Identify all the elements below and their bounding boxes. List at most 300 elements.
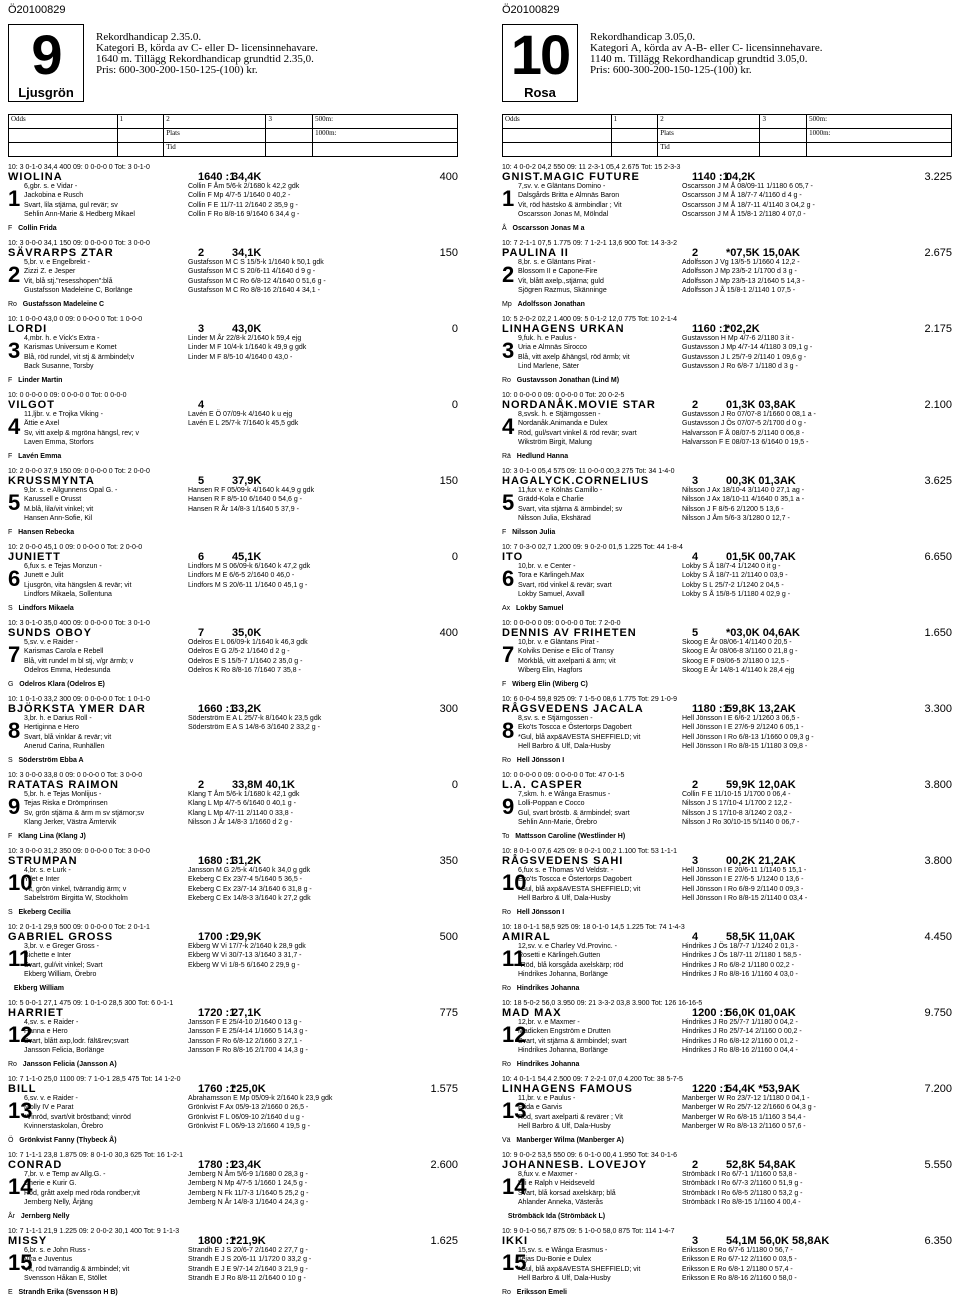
description-line: Lolli-Poppan e Cocco	[518, 800, 585, 808]
recent-starts	[188, 486, 314, 514]
horse-description	[518, 638, 616, 676]
driver-track: F	[8, 453, 13, 460]
race-color-name: Ljusgrön	[18, 85, 74, 100]
description-line: 5,sv. v. e Raider -	[24, 639, 78, 646]
description-line: 3,br. h. e Darius Roll -	[24, 715, 92, 722]
horse-earnings: 3.800	[924, 855, 952, 867]
horse-body	[8, 714, 458, 766]
horse-entry	[502, 544, 952, 614]
horse-name: GNIST.MAGIC FUTURE	[502, 171, 640, 183]
horse-stats-line: 10: 9 0-1-0 56,7 875 09: 5 1-0-0 58,0 875 Tot: 114 1-4-7	[502, 1228, 675, 1235]
horse-entry	[502, 848, 952, 918]
race-10-column	[502, 24, 952, 1302]
start-line: Hindrikes J Ro 6/8-12 2/1160 0 01,2 -	[682, 1037, 798, 1045]
description-line: Vira e Juventus	[24, 1256, 73, 1264]
horse-description	[518, 942, 623, 980]
start-line: Nilsson J F 8/5-6 2/1200 5 13,6 -	[682, 505, 784, 513]
horse-description	[24, 942, 103, 980]
description-line: Sv, grön stjärna & ärm m sv stjärnor;sv	[24, 809, 145, 817]
description-line: *Röd, blå korsgåda axelskärp; röd	[518, 961, 624, 969]
horse-body	[8, 410, 458, 462]
race-condition-line: Rekordhandicap 3.05,0.	[590, 31, 696, 43]
start-number: 1	[502, 186, 515, 211]
description-line: Sehlin Ann-Marie, Örebro	[518, 819, 597, 827]
start-number: 10	[8, 870, 33, 895]
driver-name: Mattsson Caroline (Westlinder H)	[515, 833, 626, 840]
recent-starts	[188, 790, 299, 828]
description-line: 4,mbr. h. e Vick's Extra -	[24, 335, 100, 342]
horse-handicap: 1160 :1	[692, 323, 729, 335]
start-line: Strandh E J Ro 8/8-11 2/1640 0 10 g -	[188, 1275, 306, 1283]
horse-handicap: 2	[692, 399, 699, 411]
start-line: Ekeberg C Ex 23/7-4 5/1640 5 36,5 -	[188, 876, 303, 884]
horse-handicap: 1680 :1	[198, 855, 236, 867]
horse-body	[8, 182, 458, 234]
horse-handicap: 3	[692, 855, 699, 867]
horse-stats-line: 10: 6 0-0-4 59,8 925 09: 7 1-5-0 08,6 1.775 Tot: 29 1-0-9	[502, 696, 677, 703]
horse-handicap: 3	[692, 475, 699, 487]
horse-name-line	[502, 705, 952, 714]
description-line: 11,ljbr. v. e Trojka Viking -	[24, 411, 103, 418]
description-line: 6,br. s. e John Russ -	[24, 1247, 91, 1254]
odds-grid	[8, 114, 458, 158]
race-conditions	[96, 32, 318, 76]
horse-stats-line: 10: 18 5-0-2 56,0 3.950 09: 21 3-3-2 03,8 3.900 Tot: 126 16-16-5	[502, 1000, 703, 1007]
horse-stats-line: 10: 3 0-1-0 34,4 400 09: 0 0-0-0 0 Tot: 3 0-1-0	[8, 164, 150, 171]
grid-cell: 500m:	[313, 115, 458, 129]
start-line: Gustafsson M C Ro 6/8-12 4/1640 0 51,6 g -	[188, 277, 326, 285]
start-line: Eriksson E Ro 6/7-12 2/1160 0 03,5 -	[682, 1256, 797, 1264]
description-line: Sjögren Razmus, Skänninge	[518, 287, 607, 295]
horse-stats-line: 10: 5 2-0-2 02,2 1.400 09: 5 0-1-2 12,0 775 Tot: 10 2-1-4	[502, 316, 677, 323]
start-number: 1	[8, 186, 21, 211]
horse-description	[24, 562, 131, 600]
start-line: Linder M F 8/5-10 4/1640 0 43,0 -	[188, 353, 293, 361]
horse-record: 59,8K 13,2AK	[726, 703, 796, 715]
horse-body	[502, 562, 952, 614]
start-line: Lindfors M E 6/6-5 2/1640 0 46,0 -	[188, 572, 295, 580]
start-line: Hindrikes J Ro 25/7-14 2/1160 0 00,2 -	[682, 1028, 802, 1036]
start-line: Lindfors M S 20/6-11 1/1640 0 45,1 g -	[188, 581, 308, 589]
grid-cell	[807, 143, 952, 157]
horse-stats-line: 10: 5 0-0-1 27,1 475 09: 1 0-1-0 28,5 300 Tot: 6 0-1-1	[8, 1000, 174, 1007]
driver-line	[8, 985, 64, 992]
start-line: Eriksson E Ro 6/8-1 2/1180 0 57,4 -	[682, 1265, 793, 1273]
driver-line	[502, 1289, 567, 1296]
driver-line	[502, 757, 564, 764]
horse-body	[8, 942, 458, 994]
driver-name: Lindfors Mikaela	[18, 605, 74, 612]
horse-name-line	[502, 781, 952, 790]
horse-name: DENNIS AV FRIHETEN	[502, 627, 637, 639]
grid-cell: 1000m:	[313, 129, 458, 143]
start-line: Hindrikes J Ro 6/8-2 1/1180 0 02,2 -	[682, 961, 794, 969]
description-line: Svart, blå korsad axelskärp; blå	[518, 1189, 616, 1197]
grid-cell: 2	[164, 115, 266, 129]
horse-stats-line: 10: 4 0-0-2 04,2 550 09: 11 2-3-1 05,4 2.675 Tot: 15 2-3-3	[502, 164, 681, 171]
horse-record: 52,8K 54,8AK	[726, 1159, 796, 1171]
horse-description	[24, 334, 134, 372]
race-condition-line: 1140 m. Tillägg Rekordhandicap grundtid 3.05,0.	[590, 53, 808, 65]
horse-name: RATATAS RAIMON	[8, 779, 119, 791]
horse-record: 56,0K 01,0AK	[726, 1007, 796, 1019]
horse-earnings: 400	[439, 627, 458, 639]
start-line: Klang T Åm 5/6-k 1/1680 k 42,1 gdk	[188, 791, 300, 798]
horse-name-line	[502, 857, 952, 866]
horse-name: STRUMPAN	[8, 855, 78, 867]
horse-name: NORDANÅK.MOVIE STAR	[502, 399, 656, 411]
driver-line	[502, 1137, 624, 1144]
start-line: Lokby S L 25/7-2 1/1240 2 04,5 -	[682, 581, 784, 589]
horse-record: 01,3K 03,8AK	[726, 399, 796, 411]
recent-starts	[682, 182, 815, 220]
horse-body	[8, 562, 458, 614]
recent-starts	[682, 562, 790, 600]
driver-line	[8, 1061, 117, 1068]
driver-track: Ro	[8, 1061, 17, 1068]
start-line: Adolfsson J Å 15/8-1 2/1140 1 07,5 -	[682, 287, 796, 295]
horse-handicap: 1760 :1	[198, 1083, 236, 1095]
horse-earnings: 3.625	[924, 475, 952, 487]
horse-name-line	[502, 173, 952, 182]
driver-name: Adolfsson Jonathan	[517, 301, 585, 308]
start-line: Gustavsson H Mp 4/7-6 2/1180 3 it -	[682, 335, 794, 342]
driver-track: Ax	[502, 605, 511, 612]
horse-body	[8, 1094, 458, 1146]
description-line: 8,svsk. h. e Stjärngossen -	[518, 411, 601, 418]
horse-earnings: 2.600	[430, 1159, 458, 1171]
horse-body	[502, 638, 952, 690]
start-number: 6	[8, 566, 21, 591]
start-line: Hindrikes J Ös 18/7-7 1/1240 2 01,3 -	[682, 943, 799, 950]
driver-name: Hell Jönsson I	[516, 909, 565, 916]
race-condition-line: Kategori B, körda av C- eller D- licensinnehavare.	[96, 42, 319, 54]
driver-track: F	[8, 833, 13, 840]
horse-body	[8, 258, 458, 310]
start-line: Nilsson J Ro 30/10-15 5/1140 0 06,7 -	[682, 819, 800, 827]
description-line: Blå, vitt rundel m bl stj, v/gr ärmb; v	[24, 657, 134, 665]
horse-description	[518, 790, 630, 828]
horse-record: 27,1K	[232, 1007, 262, 1019]
description-line: 7,br. v. e Temp av Allg.G. -	[24, 1171, 106, 1178]
driver-line	[8, 529, 74, 536]
driver-track: F	[8, 377, 13, 384]
horse-name-line	[8, 477, 458, 486]
horse-stats-line: 10: 1 0-1-0 33,2 300 09: 0 0-0-0 0 Tot: 1 0-1-0	[8, 696, 150, 703]
start-line: Skoog E År 14/8-1 4/1140 k 28,4 ejg	[682, 667, 795, 675]
description-line: Molly IV e Parat	[24, 1104, 74, 1112]
start-line: Grönkvist F L 06/9-13 2/1660 4 19,5 g -	[188, 1123, 310, 1131]
description-line: Junett e Julit	[24, 572, 64, 580]
horse-earnings: 1.575	[430, 1083, 458, 1095]
driver-line	[8, 1289, 118, 1296]
horse-body	[8, 638, 458, 690]
description-line: Blå, vitt axelp &hängsl, röd ärmb; vit	[518, 353, 630, 361]
driver-track: S	[8, 909, 13, 916]
horse-handicap: 2	[692, 247, 699, 259]
horse-description	[518, 334, 630, 372]
horse-name: LORDI	[8, 323, 48, 335]
start-number: 6	[502, 566, 515, 591]
horse-name-line	[502, 933, 952, 942]
horse-entry	[502, 696, 952, 766]
description-line: Hell Barbro & Ulf, Dala-Husby	[518, 1275, 611, 1283]
start-line: Halvarsson F E 08/07-13 6/1640 0 19,5 -	[682, 439, 809, 447]
horse-handicap: 1720 :1	[198, 1007, 236, 1019]
horse-stats-line: 10: 7 1-1-1 23,8 1.875 09: 8 0-1-0 30,3 625 Tot: 16 1-2-1	[8, 1152, 183, 1159]
driver-name: Oscarsson Jonas M a	[512, 225, 585, 232]
description-line: Kvinnerstaskolan, Örebro	[24, 1123, 103, 1131]
horse-stats-line: 10: 3 0-0-0 31,2 350 09: 0 0-0-0 0 Tot: 3 0-0-0	[8, 848, 150, 855]
driver-name: Gustavsson Jonathan (Lind M)	[516, 377, 620, 384]
driver-track: S	[8, 605, 13, 612]
description-line: Lokby Samuel, Axvall	[518, 591, 585, 599]
description-line: 6,sv. v. e Raider -	[24, 1095, 78, 1102]
driver-track: År	[8, 1213, 15, 1220]
recent-starts	[188, 1094, 332, 1132]
start-line: Nilsson J Ax 18/10-11 4/1640 0 35,1 a -	[682, 496, 805, 504]
horse-description	[518, 486, 622, 524]
horse-stats-line: 10: 7 1-1-0 25,0 1100 09: 7 1-0-1 28,5 475 Tot: 14 1-2-0	[8, 1076, 181, 1083]
horse-handicap: 2	[198, 247, 205, 259]
horse-name: SUNDS OBOY	[8, 627, 92, 639]
start-line: Ekeberg C Ex 23/7-14 3/1640 6 31,8 g -	[188, 885, 312, 893]
horse-entry	[502, 316, 952, 386]
horse-handicap: 1220 :1	[692, 1083, 730, 1095]
description-line: 9,fuk. h. e Paulus -	[518, 335, 577, 342]
horse-body	[502, 410, 952, 462]
race-condition-line: Rekordhandicap 2.35.0.	[96, 31, 202, 43]
description-line: Vit, grön vinkel, tvärrandig ärm; v	[24, 885, 127, 893]
start-line: Klang L Mp 4/7-5 6/1640 0 40,1 g -	[188, 800, 296, 808]
horse-name-line	[502, 1161, 952, 1170]
horse-handicap: 2	[692, 779, 699, 791]
horse-body	[502, 182, 952, 234]
description-line: Svart, blått axp,lodr. fält&rev;svart	[24, 1037, 129, 1045]
start-line: Hell Jönsson I Ro 6/8-9 2/1140 0 09,3 -	[682, 885, 804, 893]
driver-track: Å	[502, 225, 507, 232]
driver-line	[8, 225, 57, 232]
horse-record: 33,8M 40,1K	[232, 779, 295, 791]
driver-name: Jernberg Nelly	[20, 1213, 70, 1220]
start-line: Lokby S Å 18/7-4 1/1240 0 it g -	[682, 563, 781, 570]
grid-cell: 1000m:	[807, 129, 952, 143]
start-line: Jansson F Ro 8/8-16 2/1700 4 14,3 g -	[188, 1047, 308, 1055]
description-line: M.blå, lila/vit vinkel; vit	[24, 505, 94, 513]
race-condition-line: 1640 m. Tillägg Rekordhandicap grundtid 2.35,0.	[96, 53, 314, 65]
recent-starts	[188, 562, 310, 590]
description-line: 9,br. s. e Allgunnens Opal G. -	[24, 487, 118, 494]
horse-earnings: 2.175	[924, 323, 952, 335]
start-number: 11	[8, 946, 32, 971]
race-condition-line: Kategori A, körda av A-B- eller C- licensinnehavare.	[590, 42, 823, 54]
recent-starts	[682, 1018, 802, 1056]
horse-entry	[502, 392, 952, 462]
horse-stats-line: 10: 0 0-0-0 0 09: 0 0-0-0 0 Tot: 0 0-0-0	[8, 392, 127, 399]
driver-name: Manberger Wilma (Manberger A)	[516, 1137, 624, 1144]
driver-name: Linder Martin	[18, 377, 63, 384]
description-line: Grädd-Kola e Charlie	[518, 496, 584, 504]
recent-starts	[682, 1170, 803, 1208]
description-line: Tejas Du-Bonie e Dulex	[518, 1256, 592, 1264]
page-code-left: Ö20100829	[8, 4, 66, 16]
start-number: 13	[502, 1098, 527, 1123]
start-line: Hindrikes J Ös 18/7-11 2/1180 1 58,5 -	[682, 952, 802, 960]
grid-cell: Plats	[658, 129, 760, 143]
horse-stats-line: 10: 3 0-1-0 05,4 575 09: 11 0-0-0 00,3 275 Tot: 34 1-4-0	[502, 468, 675, 475]
grid-cell	[611, 129, 658, 143]
start-line: Grönkvist F L 06/09-10 2/1640 d u g -	[188, 1113, 305, 1121]
description-line: 7,skm. h. e Wånga Erasmus -	[518, 791, 611, 798]
horse-record: 34,1K	[232, 247, 262, 259]
horse-entry	[502, 1152, 952, 1222]
description-line: Svart, vit stjärna & ärmbindel; svart	[518, 1037, 627, 1045]
recent-starts	[188, 638, 308, 676]
driver-line	[502, 1061, 579, 1068]
start-number: 12	[502, 1022, 527, 1047]
description-line: Tejas Riska e Drömprinsen	[24, 800, 108, 808]
horse-entry	[8, 772, 458, 842]
horse-name: SÄVRARPS ZTAR	[8, 247, 114, 259]
start-line: Hindrikes J Ro 8/8-16 2/1160 0 04,4 -	[682, 1047, 798, 1055]
horse-record: 31,2K	[232, 855, 262, 867]
horse-stats-line: 10: 2 0-0-0 37,9 150 09: 0 0-0-0 0 Tot: 2 0-0-0	[8, 468, 150, 475]
recent-starts	[682, 790, 799, 828]
driver-track: Ro	[8, 301, 17, 308]
horse-record: 54,4K *53,9AK	[726, 1083, 800, 1095]
horse-name-line	[502, 553, 952, 562]
driver-track: To	[502, 833, 510, 840]
driver-line	[502, 453, 568, 460]
horse-body	[502, 1246, 952, 1298]
start-line: Hansen R F 05/09-k 4/1640 k 44,9 g gdk	[188, 487, 315, 494]
start-line: Oscarsson J M Å 08/09-11 1/1180 6 05,7 -	[682, 183, 813, 190]
description-line: 5,br. v. e Engelbrekt -	[24, 259, 91, 266]
horse-earnings: 0	[451, 323, 458, 335]
horse-name: HAGALYCK.CORNELIUS	[502, 475, 650, 487]
start-number: 15	[502, 1250, 527, 1275]
start-number: 13	[8, 1098, 33, 1123]
horse-body	[502, 942, 952, 994]
description-line: Zizzi Z. e Jesper	[24, 268, 76, 276]
driver-name: Lavén Emma	[18, 453, 62, 460]
horse-stats-line: 10: 7 1-1-1 21,9 1.225 09: 2 0-0-2 30,1 400 Tot: 9 1-1-3	[8, 1228, 180, 1235]
grid-cell	[611, 143, 658, 157]
horse-description	[24, 1246, 129, 1284]
driver-line	[502, 681, 588, 688]
description-line: Rosetti e Kärlingeh.Gutten	[518, 952, 601, 960]
horse-description	[24, 182, 135, 220]
horse-entry	[8, 924, 458, 994]
start-number: 15	[8, 1250, 33, 1275]
start-line: Gustavsson J Ro 6/8-7 1/1180 d 3 g -	[682, 363, 798, 371]
horse-name-line	[8, 553, 458, 562]
description-line: Sehlin Ann-Marie & Hedberg Mikael	[24, 211, 135, 219]
horse-description	[24, 410, 139, 448]
horse-earnings: 300	[439, 703, 458, 715]
horse-name-line	[8, 933, 458, 942]
start-number: 9	[502, 794, 515, 819]
recent-starts	[188, 1246, 311, 1284]
grid-cell	[266, 143, 313, 157]
start-line: Adolfsson J Vg 13/5-5 1/1660 4 12,2 -	[682, 259, 800, 266]
horse-name: MAD MAX	[502, 1007, 562, 1019]
description-line: Wikström Birgit, Malung	[518, 439, 592, 447]
driver-name: Hindrikes Johanna	[516, 985, 580, 992]
driver-line	[502, 529, 555, 536]
horse-entry	[8, 164, 458, 234]
horse-entry	[502, 924, 952, 994]
horse-description	[518, 866, 640, 904]
description-line: Yllet e Inter	[24, 876, 60, 884]
horse-earnings: 5.550	[924, 1159, 952, 1171]
horse-record: *07,5K 15,0AK	[726, 247, 800, 259]
horse-earnings: 150	[439, 247, 458, 259]
grid-cell	[503, 129, 612, 143]
description-line: Nordanåk.Animanda e Dulex	[518, 420, 608, 428]
grid-cell	[313, 143, 458, 157]
start-number: 5	[502, 490, 515, 515]
grid-cell	[760, 129, 807, 143]
description-line: Jackobina e Rusch	[24, 192, 84, 200]
horse-description	[518, 182, 622, 220]
recent-starts	[682, 714, 814, 752]
driver-track: E	[8, 1289, 13, 1296]
start-line: Jansson F E 25/4-14 1/1660 5 14,3 g -	[188, 1028, 308, 1036]
horse-stats-line: 10: 2 0-0-0 45,1 0 09: 0 0-0-0 0 Tot: 2 0-0-0	[8, 544, 143, 551]
horse-name-line	[8, 857, 458, 866]
recent-starts	[188, 182, 299, 220]
horse-body	[8, 486, 458, 538]
horse-body	[502, 790, 952, 842]
start-line: Ekeberg C Ex 14/8-3 3/1640 k 27,2 gdk	[188, 895, 311, 903]
description-line: 11,br. v. e Paulus -	[518, 1095, 576, 1102]
description-line: Bichette e Inter	[24, 952, 72, 960]
driver-name: Collin Frida	[18, 225, 57, 232]
start-line: Nilsson J År 14/8-3 1/1660 d 2 g -	[188, 819, 293, 827]
start-line: Hindrikes J Ro 8/8-16 1/1160 4 03,0 -	[682, 971, 798, 979]
start-line: Gustavsson J Mp 4/7-14 4/1180 3 09,1 g -	[682, 344, 813, 352]
horse-name-line	[8, 1085, 458, 1094]
race-number-box	[8, 24, 84, 102]
horse-earnings: 0	[451, 551, 458, 563]
horse-handicap: 5	[198, 475, 205, 487]
horse-stats-line: 10: 2 0-1-1 29,9 500 09: 0 0-0-0 0 Tot: 2 0-1-1	[8, 924, 150, 931]
horse-handicap: 1800 :1	[198, 1235, 236, 1247]
start-line: Hell Jönsson I Ro 8/8-15 1/1180 3 09,8 -	[682, 743, 808, 751]
horse-description	[24, 790, 144, 828]
horse-description	[24, 258, 133, 296]
horse-name: RÅGSVEDENS JACALA	[502, 703, 644, 715]
start-line: Lindfors M S 06/09-k 6/1640 k 47,2 gdk	[188, 563, 311, 570]
horse-body	[502, 714, 952, 766]
description-line: Blossom II e Capone-Fire	[518, 268, 598, 276]
description-line: 6,fux s. e Tejas Monzun -	[24, 563, 102, 570]
start-line: Hell Jönsson I E 27/6-5 1/1240 0 13,6 -	[682, 876, 804, 884]
horse-entry	[8, 848, 458, 918]
horse-stats-line: 10: 0 0-0-0 0 09: 0 0-0-0 0 Tot: 47 0-1-5	[502, 772, 625, 779]
description-line: Vit, röd tvärrandig & ärmbindel; vit	[24, 1265, 130, 1273]
horse-stats-line: 10: 4 0-1-1 54,4 2.500 09: 7 2-2-1 07,0 4.200 Tot: 38 5-7-5	[502, 1076, 683, 1083]
driver-line	[502, 377, 619, 384]
start-line: Odelros E L 06/09-k 1/1640 k 46,3 gdk	[188, 639, 308, 646]
horse-name: LINHAGENS URKAN	[502, 323, 625, 335]
horse-name-line	[502, 325, 952, 334]
start-line: Strömbäck I Ro 6/7-3 2/1160 0 51,9 g -	[682, 1180, 803, 1188]
start-line: Lavén E Ö 07/09-k 4/1640 k u ejg	[188, 411, 293, 418]
horse-earnings: 7.200	[924, 1083, 952, 1095]
horse-earnings: 1.650	[924, 627, 952, 639]
